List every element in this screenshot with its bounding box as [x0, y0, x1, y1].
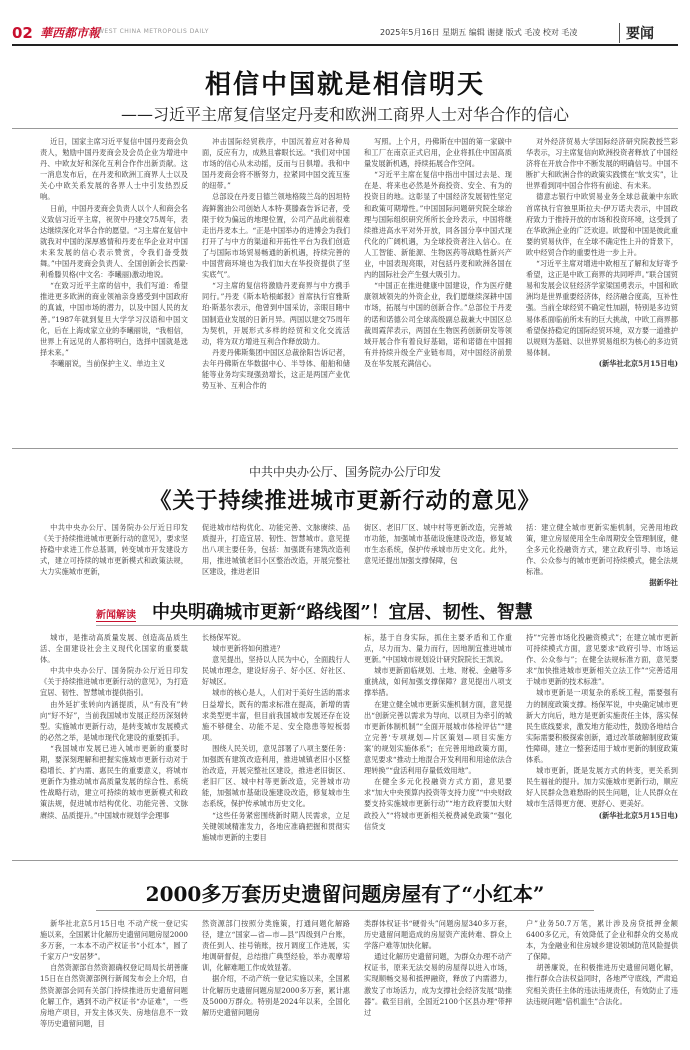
article3-rule [96, 625, 678, 626]
paragraph: 城市，是推动高质量发展、创造高品质生活、全面建设社会主义现代化国家的重要载体。 [40, 633, 188, 665]
article4-column-3 [364, 918, 512, 1046]
paragraph: 丹麦丹佛斯集团中国区总裁徐阳告诉记者，去年丹佛斯在华数据中心、半导体、船舶和储能等业务均实现强劲增长，这正是两国产业优势互补、互利合作的 [202, 347, 350, 391]
paragraph: 城市更新是一项复杂的系统工程，需要强有力的制度政策支撑。杨保军说，中央确定城市更新大方向后，地方是更新实施责任主体，落实保民生底线要求，激发地方能动性，鼓励各地结合实际需要积极探索创新，通过改革破解制度政策性障碍，建立一整套适用于城市更新的制度政策体系。 [526, 688, 678, 765]
paragraph: 据介绍，不动产统一登记实施以来，全国累计化解历史遗留问题房屋2000多万套，累计惠及5000万群众。特别是2024年以来，全国化解历史遗留问题房 [202, 974, 350, 1017]
article2-kicker: 中共中央办公厅、国务院办公厅印发 [248, 465, 441, 479]
article4-column-4 [526, 918, 678, 1046]
article4-title-rule [96, 910, 594, 911]
article4-title: 2000多万套历史遗留问题房屋有了“小红本” [145, 882, 545, 906]
article1-title: 相信中国就是相信明天 [204, 70, 485, 100]
masthead-english: WEST CHINA METROPOLIS DAILY [98, 28, 209, 35]
article3-column-4 [526, 632, 678, 856]
paragraph: 围绕人民关切，意见部署了八项主要任务：加强既有建筑改造利用，推进城镇老旧小区整治改造，开展完整社区建设，推进老旧街区、老旧厂区、城中村等更新改造，完善城市功能，加强城市基础设施建设改造，修复城市生态系统，保护传承城市历史文化。 [202, 743, 350, 809]
paragraph: 李曦丽说，当前保护主义、单边主义 [50, 358, 166, 368]
paragraph: 户”业务50.7万笔，累计涉及房贷抵押金额6400多亿元，有效降低了企业和群众的交易成本，为金融业和住房城乡建设领域防范风险提供了保障。 [526, 919, 678, 962]
paragraph: 胡善廉说，在积极推进历史遗留问题化解，推行群众合法权益同时，各地严守底线，严肃追究相关责任主体的违法违规责任，有效防止了违法违规问题“倍机滥生”合法化。 [526, 963, 678, 1006]
article2-column-2 [202, 522, 350, 588]
paragraph: “我国城市发展已进入城市更新的重要时期，要深刻理解和把握实施城市更新行动对于稳增长、扩内需、惠民生的重要意义，将城市更新作为推动城市高质量发展的综合性、系统性战略行动，建立可持续的城市更新模式和政策法规，促进城市结构优化、功能完善、文脉赓续、品质提升。”中国城市规划学会理事 [40, 743, 188, 820]
article3-column-3 [364, 632, 512, 854]
paragraph: 通过化解历史遗留问题，为群众办理不动产权证书，原来无法交易的房屋得以进入市场，实现顺畅交易和抵押融资，释放了内需潜力，激发了市场活力，成为支撑社会经济发展“助推器”。截至目前，全国近2100个区县办理“带押过 [364, 952, 512, 1017]
paragraph: 中共中央办公厅、国务院办公厅近日印发《关于持续推进城市更新行动的意见》，为打造宜居、韧性、智慧城市提供指引。 [40, 666, 188, 698]
paragraph: 总部设在丹麦日德兰领地格陵兰岛的因坦特海鲜酱油公司创始人本特·莫滕森告诉记者，受限于较为偏远的地理位置，公司产品此前很难走出丹麦本土。“正是中国举办的进博会为我们打开了与中方的渠道和开拓性平台为我们创造了与国际市场贸易畅通的新机遇，持续完善的中国营商环境也为我们加大在华投资提供了坚实底气”。 [202, 192, 350, 280]
paragraph: 持”“完善市场化投融资模式”；在建立城市更新可持续模式方面，意见要求“政府引导、市场运作、公众参与”；在健全法规标准方面，意见要求“加快推进城市更新相关立法工作”“完善适用于城市更新的技术标准”。 [526, 633, 678, 687]
article3-column-2 [202, 632, 350, 854]
article4-column-1 [40, 918, 188, 1046]
paragraph: “在致习近平主席的信中，我们写道：希望推进更多欧洲的商业领袖亲身感受到中国政府的真诚，中国市场的潜力，以及中国人民的友善。”1987年就到复旦大学学习汉语和中国文化，后在上海成家立业的李曦丽说，“我相信，世界上有远见的人都将明白，选择中国就是选择未来。” [40, 281, 188, 357]
paragraph: “中国正在推进健康中国建设，作为医疗健康领域领先的外资企业，我们愿继续深耕中国市场，拓展与中国的创新合作。”总部位于丹麦的诺和诺德公司全球高级副总裁兼大中国区总裁周霞萍表示，两国在生物医药创新研发等领域开展合作有着良好基础，诺和诺德在中国拥有并持续升级全产业链布局，对中国经济前景及在华发展充满信心。 [364, 281, 512, 368]
paragraph: 由外延扩张转向内涵提质，从“有没有”转向“好不好”，当前我国城市发展正经历深刻转型。实施城市更新行动，是转变城市发展模式的必然之举，是城市现代化建设的重要抓手。 [40, 699, 188, 742]
article4-rule [12, 860, 678, 861]
paragraph: 类群体权证书“硬骨头”问题房屋340多万套，历史遗留问题造成的房屋资产流转难、群众上学落户难等加快化解。 [364, 919, 512, 951]
article2-column-3 [364, 522, 512, 588]
paragraph: 在健全多元化投融资方式方面，意见要求“加大中央预算内投资等支持力度”“中央财政要支持实施城市更新行动”“地方政府要加大财政投入”“将城市更新相关税费减免政策”“强化信贷支 [364, 777, 512, 831]
paragraph: 在建立健全城市更新实施机制方面，意见提出“创新完善以需求为导向、以项目为牵引的城市更新体制机制”“全面开展城市体检评估”“建立完善‘专项规划—片区策划—项目实施方案’的规划实施体系”；在完善用地政策方面，意见要求“推动土地混合开发利用和用途依法合理转换”“盘活利用存量低效用地”。 [364, 699, 512, 776]
news-interpretation-tag: 新闻解读 [96, 606, 136, 622]
paragraph: 德意志银行中欧贸易业务全球总裁兼中东欧首席执行官独里斯拉夫·伊万诺夫表示，中国政府致力于推持开放的市场和投资环境，这受到了在华欧洲企业的广泛欢迎。欧盟和中国是彼此重要的贸易伙伴，在全球不确定性上升的背景下，欧中经贸合作的重要性进一步上升。 [526, 192, 678, 257]
paragraph: “这些任务紧密围绕新时期人民需求，立足关键领域精准发力，各地应准确把握和贯彻实施城市更新的主要目 [202, 810, 350, 842]
article2-signature: 据新华社 [649, 578, 678, 588]
article1-subtitle: ——习近平主席复信坚定丹麦和欧洲工商界人士对华合作的信心 [120, 105, 569, 124]
paragraph: 括：建立健全城市更新实施机制，完善用地政策，建立房屋使用全生命周期安全管理制度，健全多元化投融资方式，建立政府引导、市场运作、公众参与的城市更新可持续模式，健全法规标准。 [526, 523, 678, 577]
page-header [0, 0, 690, 44]
article1-rule [12, 128, 678, 129]
paragraph: 冲击国际经贸秩序，中国沉着应对各种局面，反应有力，成熟且睿眼长远。“我们对中国市场的信心从未动摇，反而与日俱增。我和中国丹麦商会将不断努力，拉紧同中国交流互鉴的纽带。” [202, 137, 350, 191]
paragraph: “习近平主席在复信中指出中国过去是、现在是、将来也必然是外商投资、安全、有为的投资目的地。这彰显了中国经济发展韧性坚定和政策可期增性。”中国国际问题研究院全球治理与国际组织研究所所长金玲表示，中国将继续推进高水平对外开放，同各国分享中国式现代化的广阔机遇，为全球投资者注入信心。在人工智能、新能源、生物医药等战略性新兴产业，中国表现亮眼，对包括丹麦和欧洲各国在内的国际社会产生强大吸引力。 [364, 170, 512, 280]
article1-column-1 [40, 136, 188, 442]
paragraph: 日前，中国丹麦商会负责人以个人和商会名义致信习近平主席，祝贺中丹建交75周年，表达继续深化对华合作的愿望。“习主席在复信中就我对中国的深厚感情和丹麦在华企业对中国未来发展的信心表示赞赏，令我们备受鼓舞。”中国丹麦商会负责人、全国创新会长西蒙·利希滕贝格(中文名：李曦丽)激动地说。 [40, 203, 188, 280]
paragraph: 中共中央办公厅、国务院办公厅近日印发《关于持续推进城市更新行动的意见》，要求坚持稳中求进工作总基调，转变城市开发建设方式，建立可持续的城市更新模式和政策法规，大力实施城市更新， [40, 523, 188, 577]
paragraph: 街区、老旧厂区、城中村等更新改造，完善城市功能，加强城市基础设施建设改造，修复城市生态系统，保护传承城市历史文化。此外，意见还提出加强支撑保障，包 [364, 523, 512, 566]
paragraph: 自然资源部自然资源确权登记局局长胡善廉15日在自然资源部例行新闻发布会上介绍，自然资源部会同有关部门持续推进历史遗留问题化解工作，遇到不动产权证书“办证难”，一些房地产项目，开发主体灭失、房地信息不一致等历史遗留问题，目 [40, 963, 188, 1028]
article1-signature: (新华社北京5月15日电) [598, 358, 678, 368]
article1-column-2 [202, 136, 350, 442]
article3-column-1 [40, 632, 188, 854]
paragraph: “习主席的复信将激励丹麦商界与中方携手同行。”丹麦《斯本哈根邮报》首席执行官雅斯珀·斯基尔表示，他曾到中国采访，亲眼目睹中国制造业发展的日新月异。两国以建交75周年为契机，开展形式多样的经贸和文化交流活动，将为双方增进互利合作释放助力。 [202, 281, 350, 346]
paragraph: 然资源部门按照分类施策，打通问题化解路径，建立“国家—省—市—县”四级到户台账，责任到人、挂号销账，按月调度工作进展，实地调研督促，总结推广典型经验，举办观摩培训，化解难题工作成效显著。 [202, 919, 350, 973]
masthead-logo: 華西都市報 [40, 26, 101, 40]
paragraph: 城市更新，既是发展方式的转变，更关系到民生福祉的提升。加力实施城市更新行动，顺应好人民群众急难愁盼的民生问题，让人民群众在城市生活得更方便、更舒心、更美好。 [526, 766, 678, 809]
article2-rule [12, 448, 678, 449]
paragraph: 长杨保军说。 [202, 633, 246, 642]
article2-column-1 [40, 522, 188, 588]
paragraph: 近日，国家主席习近平复信中国丹麦商会负责人，勉励中国丹麦商会及会员企业为增进中丹、中欧友好和深化互利合作作出新贡献。这一消息发布后，在丹麦和欧洲工商界人士以及关心中欧关系发展的各界人士中引发热烈反响。 [40, 137, 188, 202]
paragraph: 对外经济贸易大学国际经济研究院教授竺彩华表示，习主席复信向欧洲投资者释放了中国经济将在开放合作中不断发展的明确信号。中国不断扩大和欧洲合作的政策实践惯在“软支实”，让世界看到同中国合作将有前途、有未来。 [526, 137, 678, 191]
paragraph: “习近平主席对增进中欧相互了解和友好寄予希望，这正是中欧工商界的共同呼声。”联合国贸易和发展会议驻经济学家梁国勇表示，中国和欧洲均是世界重要经济体，经济融合度高，互补性强。当前全球经贸不确定性加剧，特别是多边贸易体系面临前所未有的巨大挑战，中欧工商界都希望保持稳定的国际经贸环境，双方要一道推护以规则为基础、以世界贸易组织为核心的多边贸易体制。 [526, 259, 678, 357]
article1-column-4 [526, 136, 678, 442]
header-rule [12, 44, 678, 46]
paragraph: 城市更新将如何推进？ [212, 644, 284, 654]
paragraph: 新华社北京5月15日电 不动产统一登记实施以来，全国累计化解历史遗留问题房屋2000多万套，一本本不动产权证书“小红本”，圆了千家万户“安居梦”。 [40, 919, 188, 962]
header-info: 2025年5月16日 星期五 编辑 谢捷 版式 毛凌 校对 毛凌 [380, 28, 578, 37]
article2-title: 《关于持续推进城市更新行动的意见》 [149, 488, 541, 514]
article3-signature: (新华社北京5月15日电) [598, 810, 678, 820]
paragraph: 意见提出，坚持以人民为中心，全面践行人民城市理念，建设好房子、好小区、好社区、好城区。 [202, 655, 350, 687]
paragraph: 城市更新面临规划、土地、财税、金融等多重挑战，如何加强支撑保障？意见提出八项支撑举措。 [364, 666, 512, 698]
article4-column-2 [202, 918, 350, 1046]
article2-column-4 [526, 522, 678, 592]
paragraph: 促进城市结构优化、功能完善、文脉赓续、品质提升，打造宜居、韧性、智慧城市。意见提出八项主要任务，包括：加强既有建筑改造利用，推进城镇老旧小区整治改造，开展完整社区建设，推进老旧 [202, 523, 350, 577]
section-label: 要闻 [619, 23, 654, 43]
page-number: 02 [12, 24, 33, 42]
paragraph: 标，基于自身实际，抓住主要矛盾和工作重点，尽力而为、量力而行，因地制宜推进城市更新。”中国城市规划设计研究院院长王凯说。 [364, 633, 512, 665]
article1-column-3 [364, 136, 512, 442]
paragraph: 写照。上个月，丹佛斯在中国的第一家碳中和工厂在南京正式启用，企业将抓住中国高质量发展新机遇，持续拓展合作空间。 [364, 137, 512, 169]
paragraph: 城市的核心是人，人们对于美好生活的需求日益增长，既有的需求标准在提高，新增的需求类型更丰富，但目前我国城市发展还存在设施不够健全、功能不足、安全隐患等短板弱项。 [202, 688, 350, 742]
article3-title: 中央明确城市更新“路线图”！宜居、韧性、智慧 [152, 602, 533, 623]
